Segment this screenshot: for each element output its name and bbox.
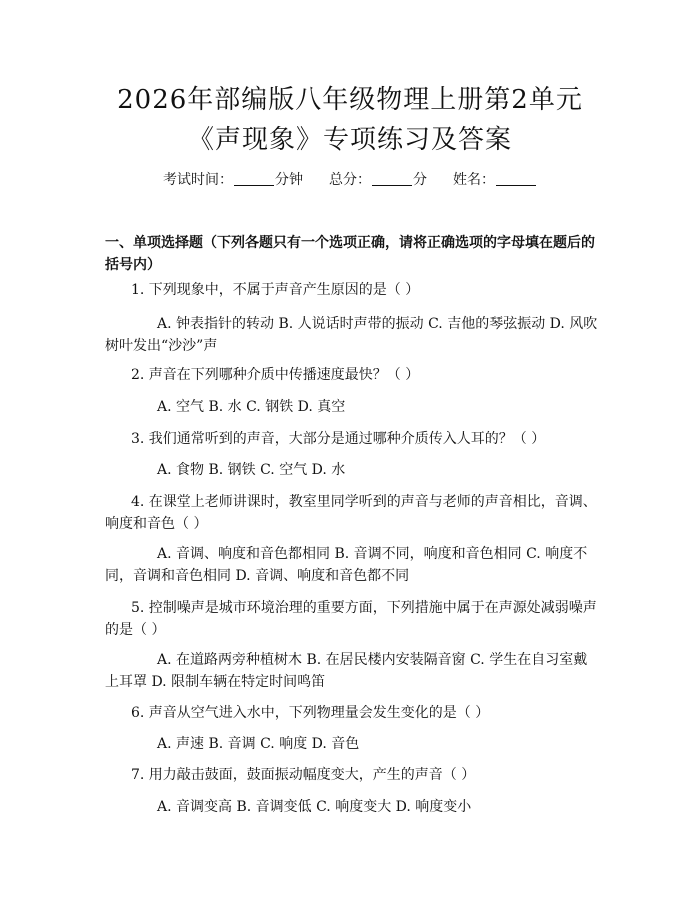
question-2-stem: 2. 声音在下列哪种介质中传播速度最快？（ ）	[131, 367, 420, 383]
question-2-options: A. 空气 B. 水 C. 钢铁 D. 真空	[157, 399, 346, 415]
question-1-stem: 1. 下列现象中，不属于声音产生原因的是（ ）	[131, 282, 420, 298]
section-title: 一、单项选择题（下列各题只有一个选项正确，请将正确选项的字母填在题后的括号内）	[105, 235, 595, 273]
question-3-options: A. 食物 B. 钢铁 C. 空气 D. 水	[157, 462, 346, 478]
exam-time-unit: 分钟	[275, 172, 303, 188]
question-4-options: A. 音调、响度和音色都相同 B. 音调不同，响度和音色相同 C. 响度不同，音调和音色相同 D. 音调、响度和音色都不同	[105, 546, 588, 584]
total-score-label: 总分：	[329, 172, 371, 188]
exam-time-label: 考试时间：	[163, 172, 233, 188]
question-6-stem: 6. 声音从空气进入水中，下列物理量会发生变化的是（ ）	[131, 705, 490, 721]
question-5-stem: 5. 控制噪声是城市环境治理的重要方面，下列措施中属于在声源处减弱噪声的是（ ）	[105, 600, 597, 638]
total-score-unit: 分	[413, 172, 427, 188]
question-6-options: A. 声速 B. 音调 C. 响度 D. 音色	[157, 736, 360, 752]
name-label: 姓名：	[453, 172, 495, 188]
question-4-stem: 4. 在课堂上老师讲课时，教室里同学听到的声音与老师的声音相比，音调、响度和音色（ ）	[105, 494, 597, 532]
total-score-blank	[372, 171, 412, 186]
question-3-stem: 3. 我们通常听到的声音，大部分是通过哪种介质传入人耳的？（ ）	[131, 431, 546, 447]
name-blank	[496, 171, 536, 186]
document-title: 2026年部编版八年级物理上册第2单元《声现象》专项练习及答案	[117, 85, 583, 155]
exam-time-blank	[234, 171, 274, 186]
question-5-options: A. 在道路两旁种植树木 B. 在居民楼内安装隔音窗 C. 学生在自习室戴上耳罩 D. 限制车辆在特定时间鸣笛	[105, 652, 588, 690]
question-7-options: A. 音调变高 B. 音调变低 C. 响度变大 D. 响度变小	[157, 799, 472, 815]
question-1-options: A. 钟表指针的转动 B. 人说话时声带的振动 C. 吉他的琴弦振动 D. 风吹树叶发出“沙沙”声	[105, 316, 598, 354]
exam-info	[0, 170, 700, 190]
question-7-stem: 7. 用力敲击鼓面，鼓面振动幅度变大，产生的声音（ ）	[131, 767, 476, 783]
